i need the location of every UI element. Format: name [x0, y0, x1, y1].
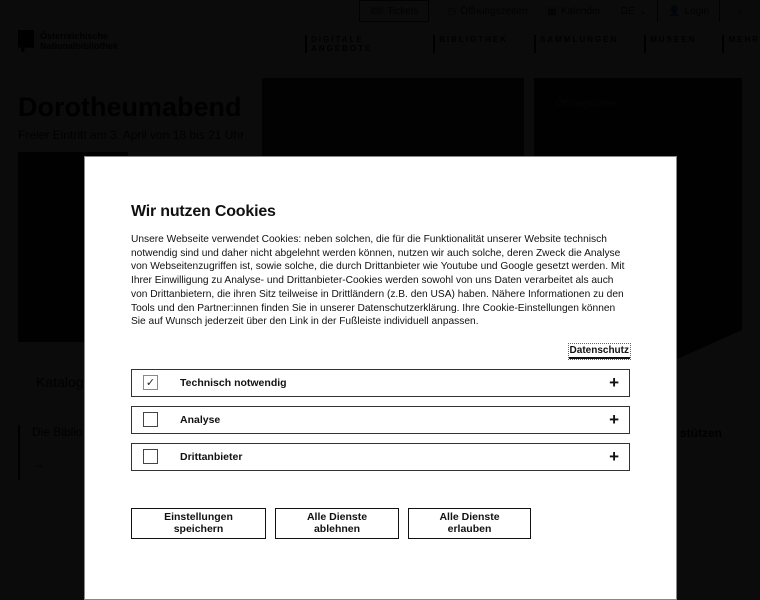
expand-plus-icon[interactable]: +: [609, 447, 619, 467]
category-analytics[interactable]: [131, 406, 630, 434]
allow-all-button[interactable]: Alle Dienste erlauben: [408, 508, 531, 539]
category-label: Technisch notwendig: [180, 376, 287, 389]
cookie-consent-dialog: [84, 156, 677, 600]
dialog-actions: [131, 508, 630, 539]
category-third-party[interactable]: [131, 443, 630, 471]
dialog-title: Wir nutzen Cookies: [131, 203, 276, 220]
expand-plus-icon[interactable]: +: [609, 410, 619, 430]
checkbox-technical[interactable]: ✓: [143, 375, 158, 390]
checkbox-analytics[interactable]: [143, 412, 158, 427]
checkbox-third-party[interactable]: [143, 449, 158, 464]
deny-all-button[interactable]: Alle Dienste ablehnen: [275, 508, 399, 539]
save-settings-button[interactable]: Einstellungen speichern: [131, 508, 266, 539]
privacy-link[interactable]: Datenschutz: [569, 344, 630, 359]
category-technical[interactable]: [131, 369, 630, 397]
category-label: Drittanbieter: [180, 450, 243, 463]
dialog-body: Unsere Webseite verwendet Cookies: neben solchen, die für die Funktionalität unserer Website technisch notwendig sind und daher nicht abgelehnt werden können, nutzen wir auch solche, deren Zweck die Analyse von Webseitenzugriffen ist, sowie solche, die durch Drittanbieter wie Youtube und Google gesetzt werden. Mit Ihrer Einwilligung zu Analyse- und Drittanbieter-Cookies werden sowohl von uns Daten verarbeitet als auch von Drittanbietern, die ihren Sitz teilweise in Drittländern (z.B. den USA) haben. Nähere Informationen zu den Tools und den Partner:innen finden Sie in unserer Datenschutzerklärung. Ihre Cookie-Einstellungen können Sie auf Wunsch jederzeit über den Link in der Fußleiste individuell anpassen.: [131, 234, 625, 328]
expand-plus-icon[interactable]: +: [609, 373, 619, 393]
category-label: Analyse: [180, 413, 221, 426]
